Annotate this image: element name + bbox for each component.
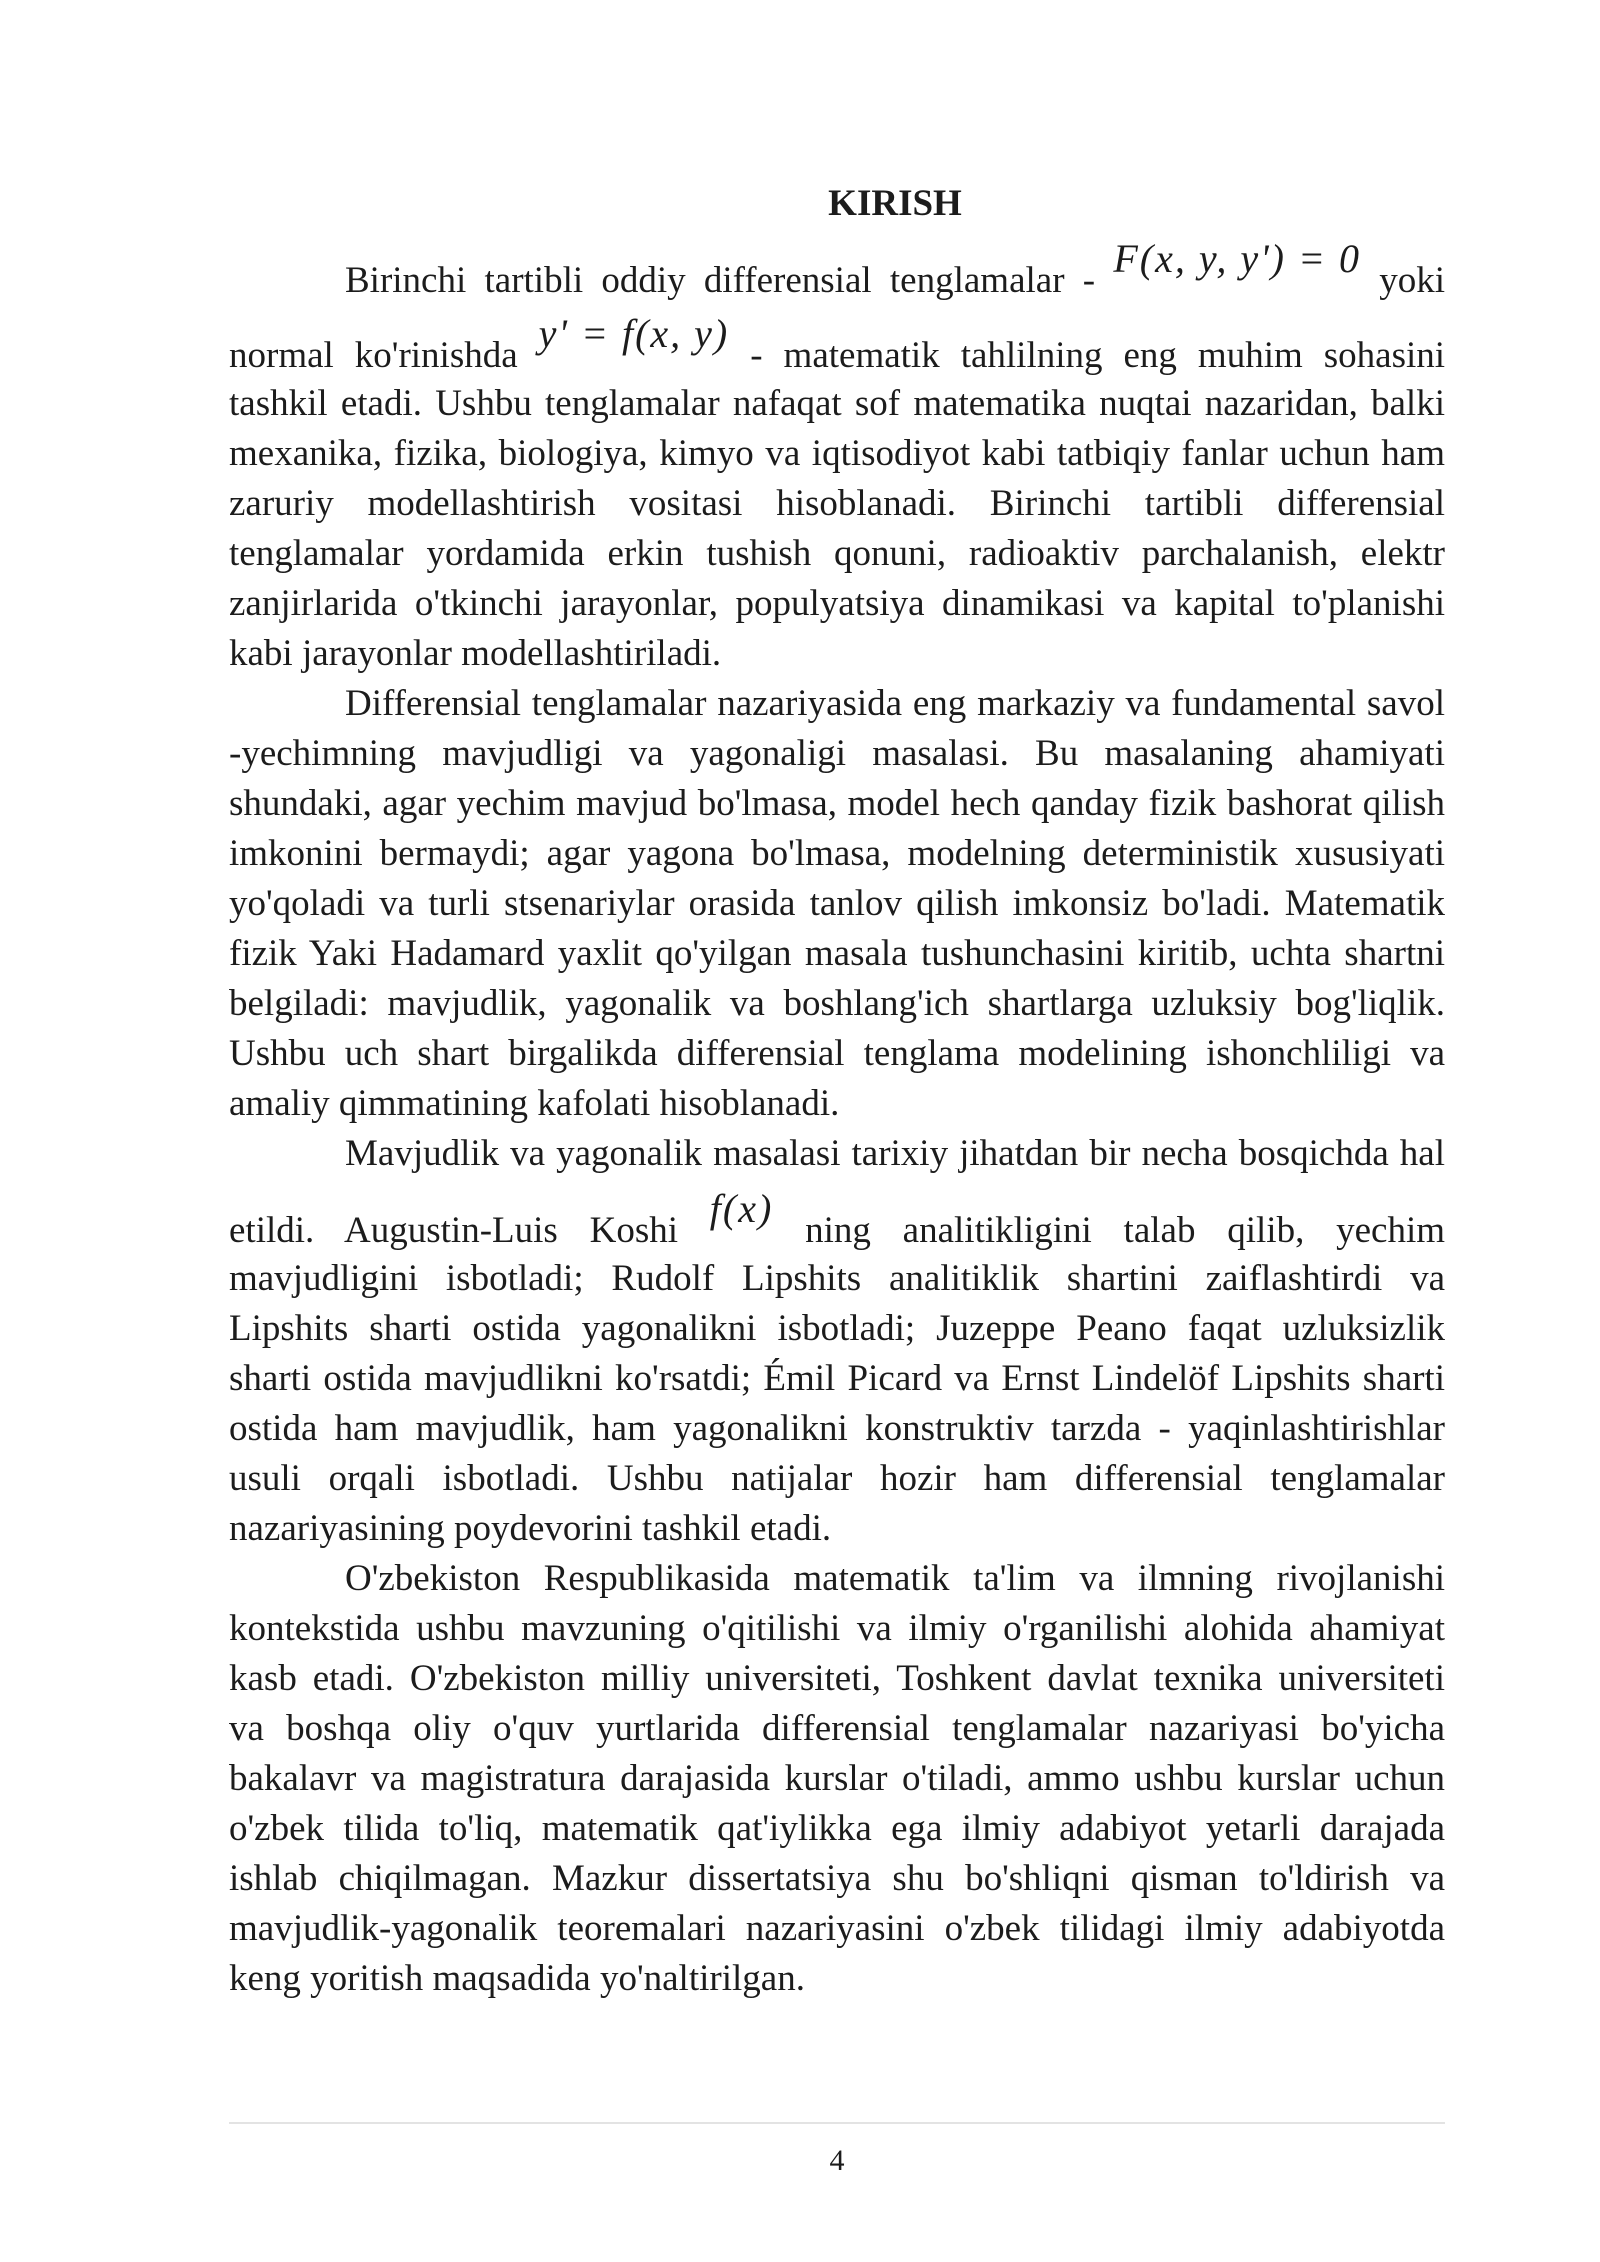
text-line: kasb etadi. O'zbekiston milliy universiteti, Toshkent davlat texnika universiteti [229,1658,1445,1699]
paragraph [229,229,1445,679]
text-line [229,304,1445,379]
text-line: tenglamalar yordamida erkin tushish qonuni, radioaktiv parchalanish, elektr [229,533,1445,574]
text-line: shundaki, agar yechim mavjud bo'lmasa, model hech qanday fizik bashorat qilish [229,783,1445,824]
text-line: amaliy qimmatining kafolati hisoblanadi. [229,1083,840,1124]
text-line: Lipshits sharti ostida yagonalikni isbotladi; Juzeppe Peano faqat uzluksizlik [229,1308,1445,1349]
text-line: zanjirlarida o'tkinchi jarayonlar, populyatsiya dinamikasi va kapital to'planishi [229,583,1445,624]
formula: f(x) [709,1186,774,1231]
text-line: -yechimning mavjudligi va yagonaligi masalasi. Bu masalaning ahamiyati [229,733,1445,774]
text-line: o'zbek tilida to'liq, matematik qat'iylikka ega ilmiy adabiyot yetarli darajada [229,1808,1445,1849]
text-line: va boshqa oliy o'quv yurtlarida differensial tenglamalar nazariyasi bo'yicha [229,1708,1445,1749]
text-line: usuli orqali isbotladi. Ushbu natijalar hozir ham differensial tenglamalar [229,1458,1445,1499]
line-text: Birinchi tartibli oddiy differensial tenglamalar - [345,260,1096,301]
text-line: ishlab chiqilmagan. Mazkur dissertatsiya shu bo'shliqni qisman to'ldirish va [229,1858,1445,1899]
formula: F(x, y, y') = 0 [1113,236,1361,281]
text-line: bakalavr va magistratura darajasida kurslar o'tiladi, ammo ushbu kurslar uchun [229,1758,1445,1799]
text-line: Mavjudlik va yagonalik masalasi tarixiy jihatdan bir necha bosqichda hal [345,1133,1445,1174]
text-line: O'zbekiston Respublikasida matematik ta'lim va ilmning rivojlanishi [345,1558,1445,1599]
text-line [229,1179,1445,1254]
paragraph [229,1554,1445,2004]
text-line: imkonini bermaydi; agar yagona bo'lmasa, modelning deterministik xususiyati [229,833,1445,874]
text-line: belgiladi: mavjudlik, yagonalik va boshlang'ich shartlarga uzluksiy bog'liqlik. [229,983,1445,1024]
text-line: fizik Yaki Hadamard yaxlit qo'yilgan masala tushunchasini kiritib, uchta shartni [229,933,1445,974]
formula: y' = f(x, y) [538,311,730,356]
text-line: Differensial tenglamalar nazariyasida eng markaziy va fundamental savol [345,683,1445,724]
text-line: ostida ham mavjudlik, ham yagonalikni konstruktiv tarzda - yaqinlashtirishlar [229,1408,1445,1449]
line-text: normal ko'rinishda [229,335,518,376]
text-line: kontekstida ushbu mavzuning o'qitilishi va ilmiy o'rganilishi alohida ahamiyat [229,1608,1445,1649]
section-title: KIRISH [828,183,962,224]
text-line: nazariyasining poydevorini tashkil etadi. [229,1508,832,1549]
line-text: yoki [1379,260,1446,301]
text-line: mexanika, fizika, biologiya, kimyo va iqtisodiyot kabi tatbiqiy fanlar uchun ham [229,433,1445,474]
line-text: etildi. Augustin-Luis Koshi [229,1210,678,1251]
text-line: mavjudlik-yagonalik teoremalari nazariyasini o'zbek tilidagi ilmiy adabiyotda [229,1908,1445,1949]
text-line: tashkil etadi. Ushbu tenglamalar nafaqat sof matematika nuqtai nazaridan, balki [229,383,1445,424]
footer-divider [229,2122,1445,2124]
text-line: kabi jarayonlar modellashtiriladi. [229,633,722,674]
text-line: yo'qoladi va turli stsenariylar orasida tanlov qilish imkonsiz bo'ladi. Matematik [229,883,1445,924]
page-number: 4 [829,2144,845,2177]
text-line: Ushbu uch shart birgalikda differensial tenglama modelining ishonchliligi va [229,1033,1445,1074]
line-text: ning analitikligini talab qilib, yechim [805,1210,1446,1251]
paragraph [229,679,1445,1129]
text-line [229,229,1445,304]
text-line: zaruriy modellashtirish vositasi hisoblanadi. Birinchi tartibli differensial [229,483,1445,524]
text-line: keng yoritish maqsadida yo'naltirilgan. [229,1958,805,1999]
line-text: - matematik tahlilning eng muhim sohasini [750,335,1446,376]
text-line: mavjudligini isbotladi; Rudolf Lipshits analitiklik shartini zaiflashtirdi va [229,1258,1445,1299]
page-body [229,179,1445,2004]
text-line: sharti ostida mavjudlikni ko'rsatdi; Émil Picard va Ernst Lindelöf Lipshits sharti [229,1358,1445,1399]
paragraph [229,1129,1445,1554]
